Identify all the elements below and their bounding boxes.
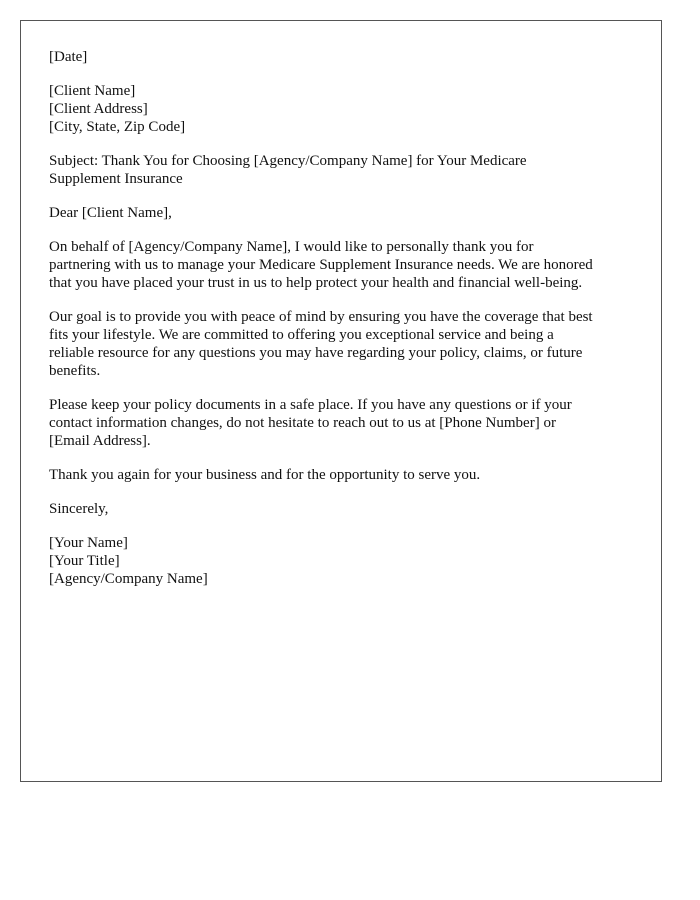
salutation: Dear [Client Name],	[49, 205, 172, 221]
signature-block	[49, 534, 639, 588]
paragraph-1-line-2: partnering with us to manage your Medicare Supplement Insurance needs. We are honored	[49, 257, 593, 273]
closing: Sincerely,	[49, 501, 109, 517]
paragraph-3-line-1: Please keep your policy documents in a safe place. If you have any questions or if your	[49, 397, 572, 413]
paragraph-2-line-3: reliable resource for any questions you may have regarding your policy, claims, or future	[49, 345, 583, 361]
paragraph-2	[49, 308, 639, 380]
signature-title: [Your Title]	[49, 553, 120, 569]
signature-company: [Agency/Company Name]	[49, 571, 208, 587]
paragraph-3-line-2: contact information changes, do not hesitate to reach out to us at [Phone Number] or	[49, 415, 556, 431]
paragraph-3	[49, 396, 639, 450]
closing-block	[49, 500, 639, 518]
paragraph-1	[49, 238, 639, 292]
paragraph-1-line-3: that you have placed your trust in us to help protect your health and financial well-being.	[49, 275, 583, 291]
salutation-block	[49, 204, 639, 222]
paragraph-2-line-2: fits your lifestyle. We are committed to offering you exceptional service and being a	[49, 327, 554, 343]
client-address: [Client Address]	[49, 101, 148, 117]
letter-date: [Date]	[49, 49, 88, 65]
subject-line-2: Supplement Insurance	[49, 171, 183, 187]
client-name: [Client Name]	[49, 83, 136, 99]
paragraph-2-line-1: Our goal is to provide you with peace of mind by ensuring you have the coverage that best	[49, 309, 593, 325]
date-block	[49, 48, 639, 66]
paragraph-1-line-1: On behalf of [Agency/Company Name], I would like to personally thank you for	[49, 239, 534, 255]
paragraph-2-line-4: benefits.	[49, 363, 101, 379]
subject-line-1: Subject: Thank You for Choosing [Agency/Company Name] for Your Medicare	[49, 153, 527, 169]
signature-name: [Your Name]	[49, 535, 128, 551]
letter-page	[20, 20, 662, 782]
letter-content	[49, 48, 639, 604]
paragraph-4-line-1: Thank you again for your business and for the opportunity to serve you.	[49, 467, 481, 483]
client-city-state-zip: [City, State, Zip Code]	[49, 119, 186, 135]
client-address-block	[49, 82, 639, 136]
paragraph-4	[49, 466, 639, 484]
subject-block	[49, 152, 639, 188]
paragraph-3-line-3: [Email Address].	[49, 433, 151, 449]
